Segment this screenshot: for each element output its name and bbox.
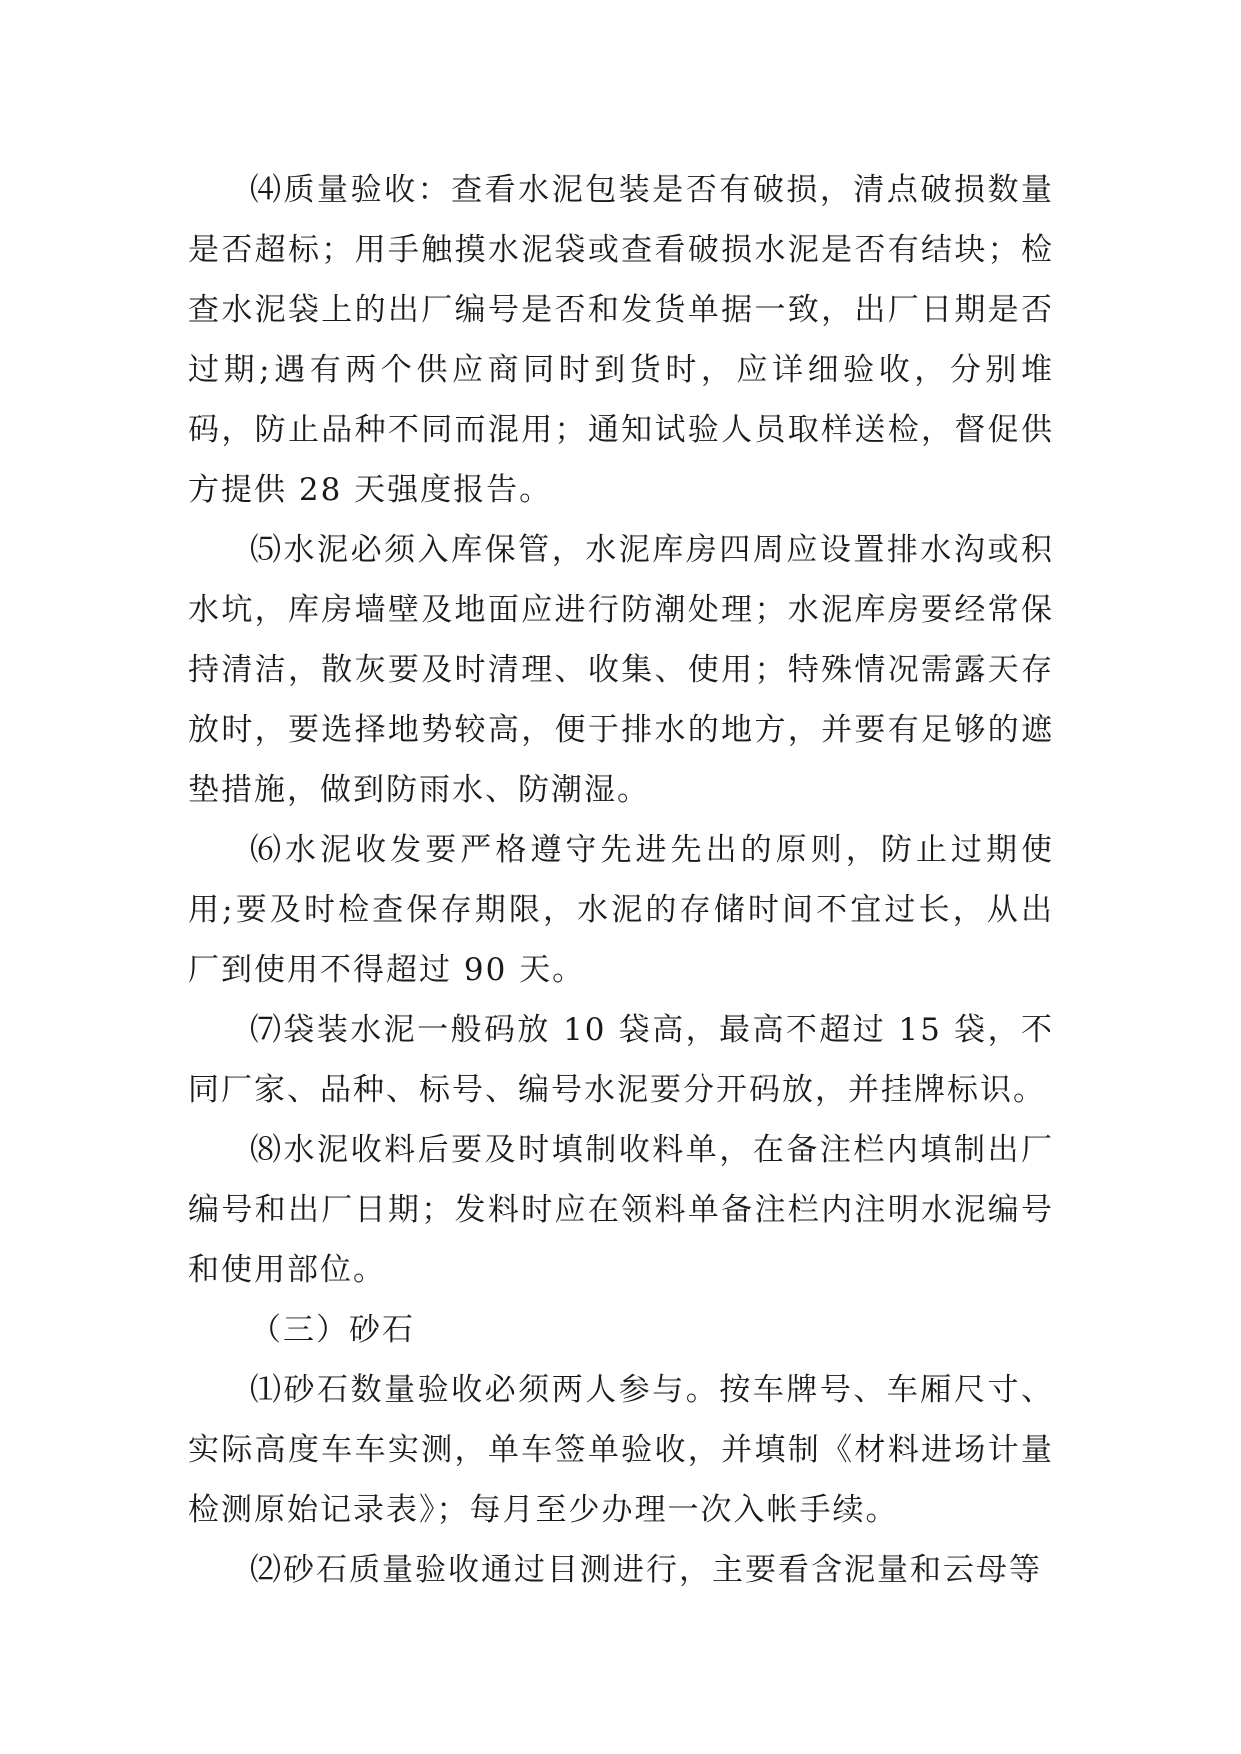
paragraph-stacking: ⑺袋装水泥一般码放 10 袋高，最高不超过 15 袋，不同厂家、品种、标号、编号水泥要分开码放，并挂牌标识。 xyxy=(188,1012,1054,1108)
paragraph-fifo: ⑹水泥收发要严格遵守先进先出的原则，防止过期使用;要及时检查保存期限，水泥的存储时间不宜过长，从出厂到使用不得超过 90 天。 xyxy=(188,832,1054,988)
paragraph-storage: ⑸水泥必须入库保管，水泥库房四周应设置排水沟或积水坑，库房墙壁及地面应进行防潮处理；水泥库房要经常保持清洁，散灰要及时清理、收集、使用；特殊情况需露天存放时，要选择地势较高，便于排水的地方，并要有足够的遮垫措施，做到防雨水、防潮湿。 xyxy=(188,532,1054,808)
paragraph-receipt-records: ⑻水泥收料后要及时填制收料单，在备注栏内填制出厂编号和出厂日期；发料时应在领料单备注栏内注明水泥编号和使用部位。 xyxy=(188,1132,1054,1288)
paragraph-quality-inspection: ⑷质量验收：查看水泥包装是否有破损，清点破损数量是否超标；用手触摸水泥袋或查看破损水泥是否有结块；检查水泥袋上的出厂编号是否和发货单据一致，出厂日期是否过期;遇有两个供应商同时到货时，应详细验收，分别堆码，防止品种不同而混用；通知试验人员取样送检，督促供方提供 28 天强度报告。 xyxy=(188,172,1054,508)
paragraph-sand-quantity: ⑴砂石数量验收必须两人参与。按车牌号、车厢尺寸、实际高度车车实测，单车签单验收，并填制《材料进场计量检测原始记录表》；每月至少办理一次入帐手续。 xyxy=(188,1372,1054,1528)
document-body xyxy=(188,160,1054,1600)
paragraph-sand-quality: ⑵砂石质量验收通过目测进行，主要看含泥量和云母等 xyxy=(250,1552,1042,1588)
section-heading-sand-gravel: （三）砂石 xyxy=(250,1312,415,1348)
